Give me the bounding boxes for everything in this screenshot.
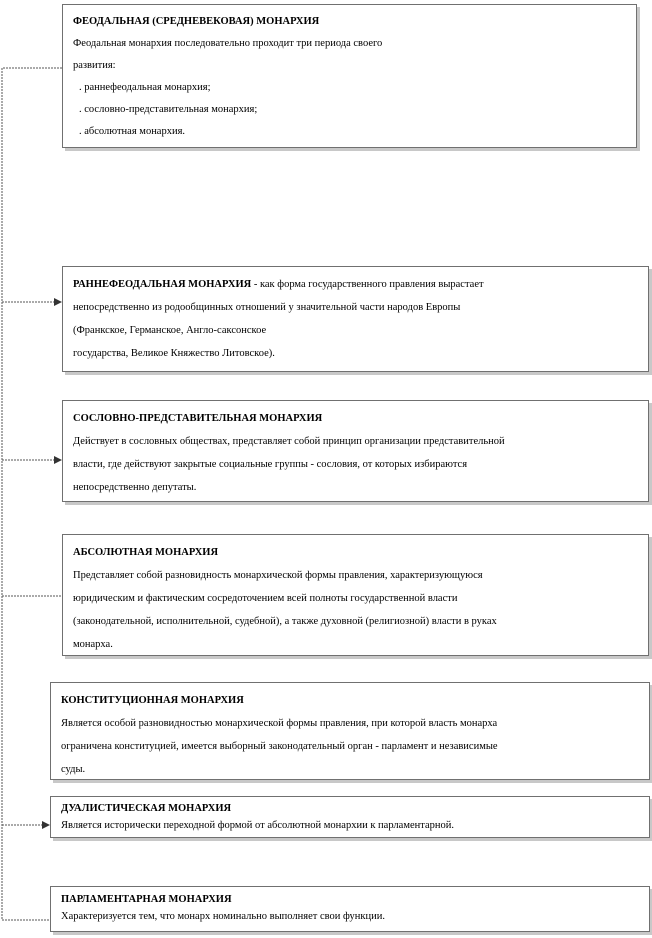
estate-monarchy-text-1: Действует в сословных обществах, представляет собой принцип организации представительной — [73, 436, 505, 447]
feudal-monarchy-box — [62, 4, 637, 148]
absolute-monarchy-text-2: юридическим и фактическим сосредоточением всей полноты государственной власти — [73, 593, 458, 604]
feudal-monarchy-text-1: Феодальная монархия последовательно проходит три периода своего — [73, 38, 383, 49]
feudal-period-item: . сословно-представительная монархия; — [79, 104, 258, 115]
constitutional-monarchy-box — [50, 682, 650, 780]
absolute-monarchy-text-4: монарха. — [73, 639, 113, 650]
constitutional-monarchy-text-2: ограничена конституцией, имеется выборный законодательный орган - парламент и независимые — [61, 741, 498, 752]
constitutional-monarchy-text-1: Является особой разновидностью монархической формы правления, при которой власть монарха — [61, 718, 498, 729]
early-feudal-first-line — [73, 273, 638, 296]
early-feudal-monarchy-title: РАННЕФЕОДАЛЬНАЯ МОНАРХИЯ — [73, 279, 252, 290]
estate-monarchy-box — [62, 400, 649, 502]
early-feudal-text-4: государства, Великое Княжество Литовское). — [73, 348, 275, 359]
early-feudal-text-3: (Франкское, Германское, Англо-саксонское — [73, 325, 267, 336]
estate-monarchy-text-2: власти, где действуют закрытые социальные группы - сословия, от которых избираются — [73, 459, 468, 470]
parliamentary-monarchy-box — [50, 886, 650, 932]
feudal-monarchy-text-2: развития: — [73, 60, 116, 71]
parliamentary-monarchy-text-1: Характеризуется тем, что монарх номинально выполняет свои функции. — [61, 911, 385, 922]
absolute-monarchy-box — [62, 534, 649, 656]
dualistic-monarchy-box — [50, 796, 650, 838]
dualistic-monarchy-title: ДУАЛИСТИЧЕСКАЯ МОНАРХИЯ — [61, 803, 232, 814]
dualistic-monarchy-text-1: Является исторически переходной формой от абсолютной монархии к парламентарной. — [61, 820, 454, 831]
constitutional-monarchy-text-3: суды. — [61, 764, 86, 775]
constitutional-monarchy-title: КОНСТИТУЦИОННАЯ МОНАРХИЯ — [61, 695, 244, 706]
estate-monarchy-text-3: непосредственно депутаты. — [73, 482, 197, 493]
early-feudal-text-2: непосредственно из родообщинных отношений у значительной части народов Европы — [73, 302, 461, 313]
absolute-monarchy-text-1: Представляет собой разновидность монархической формы правления, характеризующуюся — [73, 570, 483, 581]
early-feudal-text-1: - как форма государственного правления вырастает — [251, 279, 484, 290]
absolute-monarchy-title: АБСОЛЮТНАЯ МОНАРХИЯ — [73, 547, 219, 558]
estate-monarchy-title: СОСЛОВНО-ПРЕДСТАВИТЕЛЬНАЯ МОНАРХИЯ — [73, 413, 323, 424]
feudal-monarchy-title: ФЕОДАЛЬНАЯ (СРЕДНЕВЕКОВАЯ) МОНАРХИЯ — [73, 16, 320, 27]
feudal-period-item: . раннефеодальная монархия; — [79, 82, 211, 93]
absolute-monarchy-text-3: (законодательной, исполнительной, судебной), а также духовной (религиозной) власти в руках — [73, 616, 497, 627]
feudal-period-item: . абсолютная монархия. — [79, 126, 186, 137]
parliamentary-monarchy-title: ПАРЛАМЕНТАРНАЯ МОНАРХИЯ — [61, 894, 232, 905]
early-feudal-monarchy-box — [62, 266, 649, 372]
